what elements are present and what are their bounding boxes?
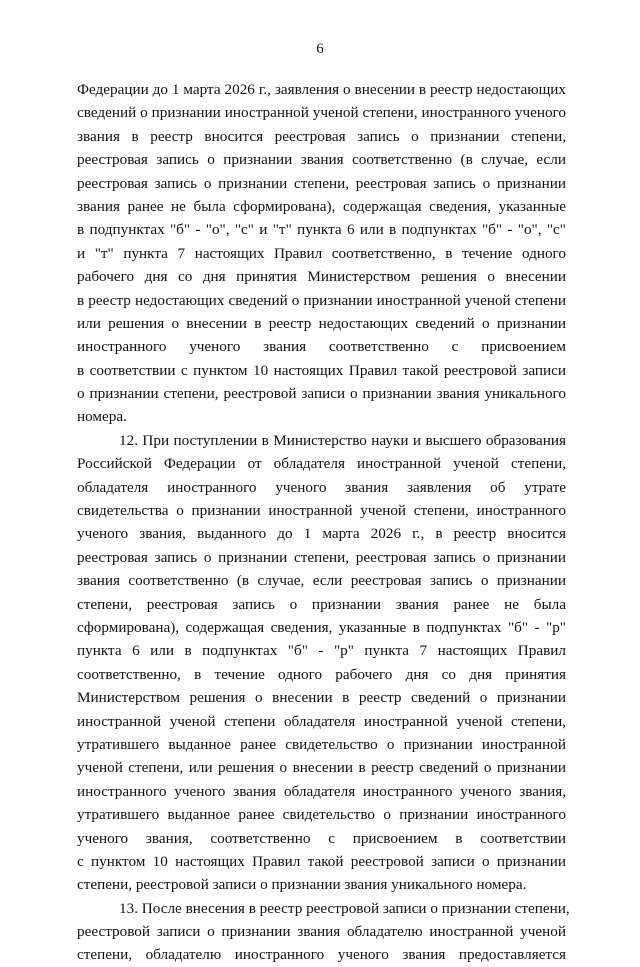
text-line: ученого звания, выданного до 1 марта 2026 г., в реестр вносится [77,525,566,543]
text-line: свидетельства о признании иностранной ученой степени, иностранного [77,502,566,520]
text-line: в подпунктах "б" - "о", "с" и "т" пункта 6 или в подпунктах "б" - "о", "с" [77,221,566,239]
text-line: Федерации до 1 марта 2026 г., заявления о внесении в реестр недостающих [77,81,566,98]
text-line: иностранной ученой степени обладателя иностранной ученой степени, [77,712,566,730]
text-line: номера. [77,408,127,426]
text-line: утратившего выданное ранее свидетельство о признании иностранной [77,735,566,753]
text-line: иностранного ученого звания соответственно с присвоением [77,338,566,356]
text-line: звания в реестр вносится реестровая запись о признании степени, [77,127,566,145]
text-line: ученой степени, или решения о внесении в реестр сведений о признании [77,759,566,777]
text-line: пункта 6 или в подпунктах "б" - "р" пункта 7 настоящих Правил [77,642,566,660]
text-line: обладателя иностранного ученого звания заявления об утрате [77,478,566,496]
text-line: реестровая запись о признании звания соответственно (в случае, если [77,151,566,169]
page-number: 6 [316,41,324,57]
text-line: Российской Федерации от обладателя иностранной ученой степени, [77,455,566,473]
text-line: реестровой записи о признании звания обладателю иностранной ученой [77,923,566,941]
body-text [77,78,570,967]
text-line: звания ранее не была сформирована), содержащая сведения, указанные [77,197,566,215]
text-line: в реестр недостающих сведений о признании иностранной ученой степени [77,291,566,309]
text-line: реестровая запись о признании степени, реестровая запись о признании [77,548,566,566]
text-line: степени, реестровой записи о признании звания уникального номера. [77,876,527,894]
text-line: степени, реестровая запись о признании звания ранее не была [77,595,566,613]
text-line: о признании степени, реестровой записи о признании звания уникального [77,385,566,403]
text-line: и "т" пункта 7 настоящих Правил соответственно, в течение одного [77,244,566,262]
text-line: с пунктом 10 настоящих Правил такой реестровой записи о признании [77,852,566,870]
text-line: ученого звания, соответственно с присвоением в соответствии [77,829,566,847]
paragraph-first-line: 13. После внесения в реестр реестровой записи о признании степени, [119,899,570,917]
text-line: звания соответственно (в случае, если реестровая запись о признании [77,572,566,590]
text-line: степени, обладателю иностранного ученого звания предоставляется [77,946,566,964]
paragraph-first-line: 12. При поступлении в Министерство науки и высшего образования [119,431,566,449]
text-line: в соответствии с пунктом 10 настоящих Правил такой реестровой записи [77,361,566,379]
text-line: реестровая запись о признании степени, реестровая запись о признании [77,174,566,192]
text-line: рабочего дня со дня принятия Министерством решения о внесении [77,268,566,286]
text-line: Министерством решения о внесении в реестр сведений о признании [77,689,566,707]
text-line: или решения о внесении в реестр недостающих сведений о признании [77,314,566,332]
text-line: иностранного ученого звания обладателя иностранного ученого звания, [77,782,566,800]
text-line: сведений о признании иностранной ученой степени, иностранного ученого [77,104,566,122]
text-line: сформирована), содержащая сведения, указанные в подпунктах "б" - "р" [77,618,566,636]
text-line: соответственно, в течение одного рабочего дня со дня принятия [77,665,566,683]
text-line: утратившего выданное ранее свидетельство о признании иностранного [77,806,566,824]
